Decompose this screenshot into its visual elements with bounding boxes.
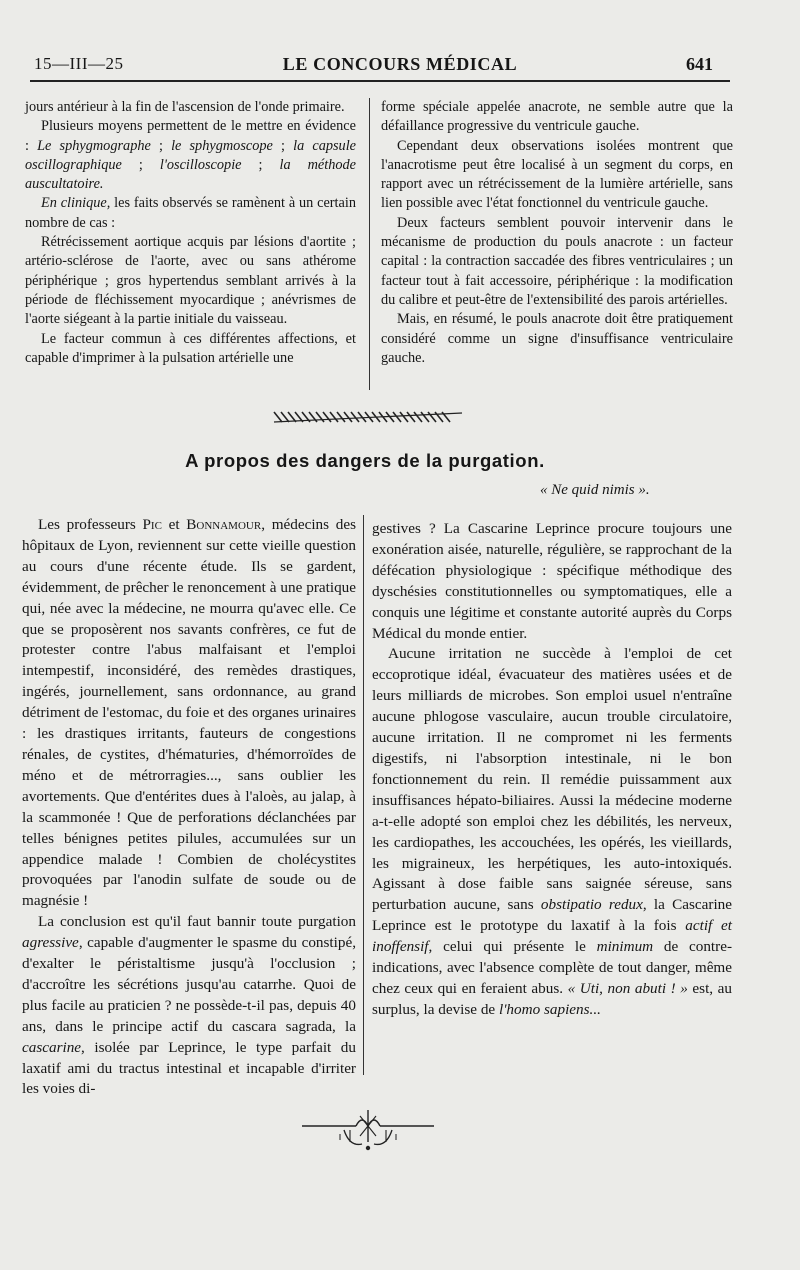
italic-term: l'homo sapiens... — [498, 1000, 601, 1018]
text-run: , médecins des hôpitaux de Lyon, reviennent sur cette vieille question au cours d'une récente étude. Ils se gardent, évidemment, de prêcher le renoncement à une pratique qui, née avec la médecine, ne mourra qu'avec elle. Ce que se proposèrent nos savants confrères, ce fut de protester contre l'abus malfaisant et l'emploi intempestif, inconsidéré, des remèdes drastiques, ingérés, journellement, sans ordonnance, au grand détriment de l'estomac, du foie et des organes urinaires : les drastiques irritants, fauteurs de congestions rénales, de cystites, d'hématuries, d'hémorroïdes de méno et de métrorragies..., sans oublier les avortements. Que d'entérites dues à l'aloès, au jalap, à la scammonée ! Que de perforations déclanchées par telles bénignes petites pilules, accumulées sur un appendice malade ! Combien de cholécystites provoquées par l'anodin sulfate de soude ou de magnésie ! — [22, 516, 356, 910]
text-run: La conclusion est qu'il faut bannir toute purgation — [38, 913, 356, 931]
ornamental-divider — [272, 410, 464, 424]
column-rule — [369, 98, 370, 390]
top-right-column — [381, 98, 733, 368]
column-rule — [363, 515, 364, 1075]
method-name: le sphygmoscope — [171, 137, 273, 154]
italic-term: cascarine — [22, 1038, 82, 1056]
issue-date: 15—III—25 — [34, 54, 124, 73]
method-name: la méthode auscultatoire. — [25, 156, 357, 193]
paragraph: Rétrécissement aortique acquis par lésions d'aortite ; artério-sclérose de l'aorte, avec ou sans athérome périphérique ; gros hypertendus semblant arrivés à la période de fléchissement myocardique ; anévrismes de l'aorte siégeant à la partie initiale du vaisseau. — [25, 234, 356, 328]
paragraph: jours antérieur à la fin de l'ascension de l'onde primaire. — [25, 99, 345, 115]
italic-lead: En clinique, — [41, 195, 111, 212]
text-run: , capable d'augmenter le spasme du constipé, d'exalter le péristaltisme jusqu'à l'occlusion ; d'accroître les sécrétions jusqu'au catarrhe. Quoi de plus facile au praticien ? ne possède-t-il pas, depuis 40 ans, dans le principe actif du cascara sagrada, la — [22, 934, 356, 1035]
paragraph — [22, 515, 356, 912]
author-name: Pic — [142, 516, 162, 533]
paragraph — [22, 912, 356, 1100]
author-name: Bonnamour — [186, 516, 262, 533]
method-name: l'oscilloscopie — [159, 156, 242, 173]
paragraph — [25, 194, 356, 233]
text-run: Aucune irritation ne succède à l'emploi de cet eccoprotique idéal, évacuateur des matières usées et de leurs milliards de microbes. Son emploi usuel n'entraîne aucune phlogose vasculaire, aucun trouble circulatoire, aucune irritation. Il ne compromet ni les ferments digestifs, ni l'absorption intestinale, ni le bon fonctionnement du rein. Il remédie puissamment aux insuffisances hépato-biliaires. Aussi la médecine moderne a-t-elle adopté son emploi chez les débilités, les nerveux, les cardiopathes, les accouchées, les opérés, les vieillards, les migraineux, les herpétiques, les auto-intoxiqués. Agissant à dose faible sans saignée séreuse, sans perturbation aucune, sans — [372, 645, 732, 914]
paragraph: Cependant deux observations isolées montrent que l'anacrotisme peut être localisé à un segment du corps, en rapport avec un rétrécissement de la lumière artérielle, sans lien possible avec l'état fonctionnel du ventricule gauche. — [381, 137, 733, 212]
text-run: Les professeurs — [38, 516, 143, 533]
epigraph-text: « Ne quid nimis ». — [540, 482, 650, 498]
method-name: la capsule oscillographique — [25, 137, 357, 173]
text-run: Plusieurs moyens permettent de le mettre en évidence : — [25, 118, 356, 154]
article-left-column — [22, 515, 356, 1100]
text-run: et — [161, 516, 187, 533]
italic-term: agressive — [22, 934, 79, 952]
epigraph — [540, 482, 650, 499]
article-right-column — [372, 519, 732, 1021]
fleuron-ornament — [300, 1108, 436, 1154]
paragraph: Plusieurs moyens permettent de le mettre en évidence : Le sphygmographe ; le sphygmoscope ; la capsule oscillographique ; l'oscilloscopie ; la méthode auscultatoire. — [25, 118, 357, 193]
italic-term: minimum — [596, 938, 654, 956]
text-run: , isolée par Leprince, le type parfait du laxatif ami du tractus intestinal et incapable d'irriter les voies di- — [22, 1038, 356, 1098]
header-rule — [30, 80, 730, 82]
text-run: , la Cascarine Leprince est le prototype du laxatif à la fois — [372, 896, 733, 935]
page-number: 641 — [686, 54, 713, 74]
paragraph: Deux facteurs semblent pouvoir intervenir dans le mécanisme de production du pouls anacrote : un facteur capital : la contraction saccadée des fibres ventriculaires ; un facteur tout à fait accessoire, périphérique : la modification du calibre et peut-être de l'extensibilité des parois artérielles. — [381, 214, 733, 308]
text-run: les faits observés se ramènent à un certain nombre de cas : — [25, 195, 356, 231]
italic-term: actif et inoffensif — [372, 917, 732, 956]
italic-term: obstipatio redux — [540, 896, 643, 914]
paragraph — [372, 644, 732, 1020]
paragraph: Le facteur commun à ces différentes affections, et capable d'imprimer à la pulsation artérielle une — [25, 330, 356, 366]
text-run: , celui qui présente le — [428, 938, 597, 956]
text-run: de contre-indications, avec l'absence complète de tout danger, même chez ceux qui en feraient abus. — [372, 938, 732, 997]
paragraph: Mais, en résumé, le pouls anacrote doit être pratiquement considéré comme un signe d'insuffisance ventriculaire gauche. — [381, 311, 733, 366]
paragraph: gestives ? La Cascarine Leprince procure toujours une exonération aisée, naturelle, régulière, se rapprochant de la défécation physiologique : spécifique méthodique des dyschésies constitutionnelles ou symptomatiques, elle a conquis une légitime et constante autorité auprès du Corps Médical du monde entier. — [372, 520, 732, 642]
top-left-column — [25, 98, 356, 368]
italic-term: « Uti, non abuti ! » — [567, 979, 688, 997]
method-name: Le sphygmographe — [37, 137, 151, 154]
paragraph: forme spéciale appelée anacrote, ne semble autre que la défaillance progressive du ventricule gauche. — [381, 99, 733, 135]
text-run: est, au surplus, la devise de — [372, 979, 733, 1018]
journal-title: LE CONCOURS MÉDICAL — [282, 54, 518, 74]
article-title: A propos des dangers de la purgation. — [185, 450, 545, 471]
